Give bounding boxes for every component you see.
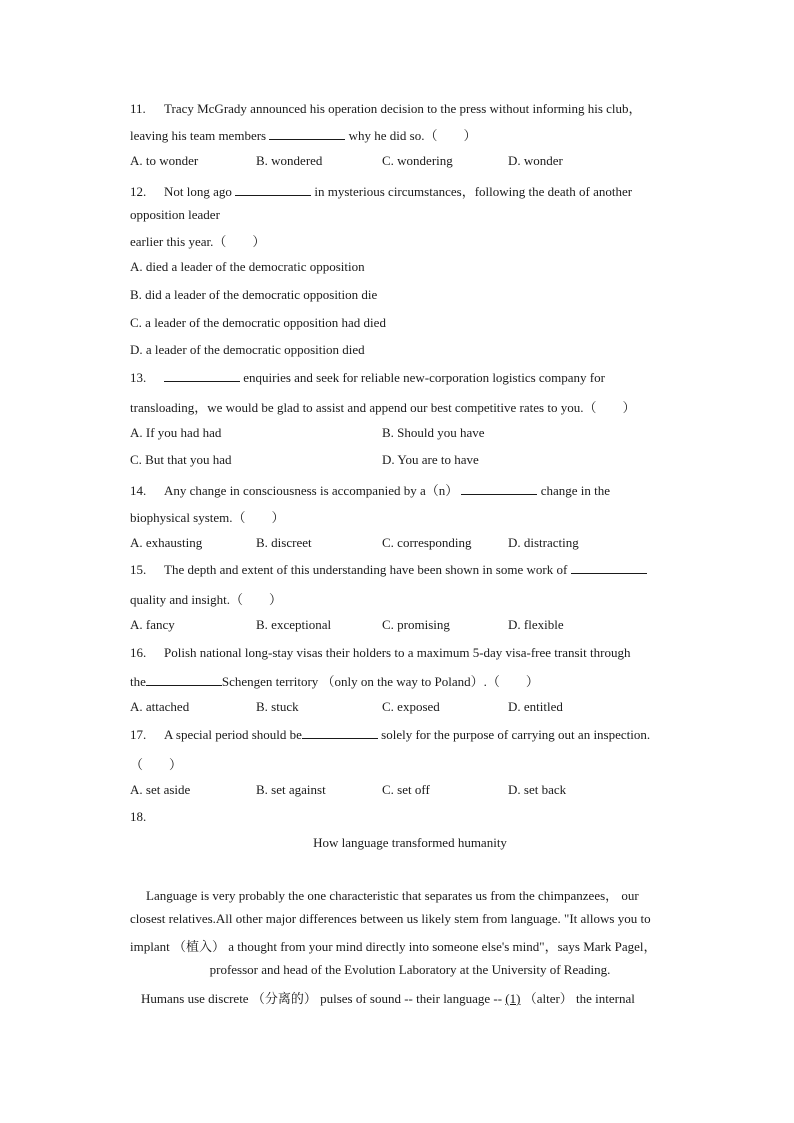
q15-stem-1a: The depth and extent of this understanding have been shown in some work of [164,562,568,577]
q18-number: 18. [130,809,147,824]
q18-passage-title: How language transformed humanity [313,835,507,850]
q15-stem-2: quality and insight.（ ） [130,592,283,607]
q12-option-c[interactable]: C. a leader of the democratic opposition had died [130,315,386,330]
q13-number: 13. [130,370,147,385]
q18-paragraph-line2: closest relatives.All other major differences between us likely stem from language. "It allows you to [130,911,651,926]
q14-option-c[interactable]: C. corresponding [382,535,472,550]
q12-stem-2: opposition leader [130,207,220,222]
q12-stem-3: earlier this year.（ ） [130,234,266,249]
q16-stem-2b: Schengen territory （only on the way to Poland）.（ ） [221,674,539,689]
q12-number: 12. [130,184,147,199]
q11-line1 [130,98,642,117]
q11-answer-blank[interactable] [269,128,345,140]
q12-option-b[interactable]: B. did a leader of the democratic opposition die [130,287,378,302]
q18-paragraph-line4: professor and head of the Evolution Laboratory at the University of Reading. [209,962,611,977]
q13-stem-2: transloading，we would be glad to assist and append our best competitive rates to you.（ ） [130,400,636,415]
q14-option-a[interactable]: A. exhausting [130,535,203,550]
q13-option-c[interactable]: C. But that you had [130,452,232,467]
q15-option-c[interactable]: C. promising [382,617,450,632]
q17-option-c[interactable]: C. set off [382,782,430,797]
q14-number: 14. [130,483,147,498]
q15-line1 [130,562,647,578]
q11-line2 [130,125,476,144]
q17-line1 [130,727,650,743]
q13-option-b[interactable]: B. Should you have [382,425,485,440]
q17-stem-2: （ ） [130,757,183,772]
q12-stem-1b: in mysterious circumstances，following the death of another [314,184,633,199]
q14-stem-1a: Any change in consciousness is accompanied by a（n） [164,483,459,498]
q16-option-c[interactable]: C. exposed [382,699,440,714]
q18-paragraph-line5 [141,988,635,1007]
q11-stem-1: Tracy McGrady announced his operation decision to the press without informing his club， [164,101,642,116]
q11-option-c[interactable]: C. wondering [382,153,453,168]
q13-answer-blank[interactable] [164,370,240,382]
q18-paragraph-line1: Language is very probably the one characteristic that separates us from the chimpanzees， our [146,888,639,903]
q11-stem-2b: why he did so.（ ） [348,128,477,143]
q11-option-d[interactable]: D. wonder [508,153,563,168]
q16-answer-blank[interactable] [146,674,222,686]
q15-option-d[interactable]: D. flexible [508,617,564,632]
q14-option-b[interactable]: B. discreet [256,535,312,550]
q16-line1 [130,645,630,661]
q15-option-a[interactable]: A. fancy [130,617,175,632]
q18-blank-1[interactable]: (1) [505,991,521,1006]
q17-number: 17. [130,727,147,742]
q16-option-d[interactable]: D. entitled [508,699,563,714]
q12-answer-blank[interactable] [235,184,311,196]
q13-stem-1b: enquiries and seek for reliable new-corporation logistics company for [243,370,605,385]
q15-option-b[interactable]: B. exceptional [256,617,332,632]
q14-answer-blank[interactable] [461,483,537,495]
q17-answer-blank[interactable] [302,727,378,739]
q12-stem-1a: Not long ago [164,184,232,199]
q18-stem-5a: Humans use discrete （分离的） pulses of sound -- their language -- [141,991,503,1006]
q12-option-a[interactable]: A. died a leader of the democratic opposition [130,259,365,274]
q18-stem-5b: （alter） the internal [523,991,635,1006]
q15-number: 15. [130,562,147,577]
q11-option-a[interactable]: A. to wonder [130,153,199,168]
q14-stem-2: biophysical system.（ ） [130,510,285,525]
q13-option-a[interactable]: A. If you had had [130,425,222,440]
q16-number: 16. [130,645,147,660]
q17-option-b[interactable]: B. set against [256,782,326,797]
q18-paragraph-line3: implant （植入） a thought from your mind directly into someone else's mind"，says Mark Pagel， [130,939,657,954]
q13-option-d[interactable]: D. You are to have [382,452,479,467]
q12-line1 [130,181,632,200]
q15-answer-blank[interactable] [571,562,647,574]
q16-stem-2a: the [130,674,146,689]
q16-stem-1: Polish national long-stay visas their holders to a maximum 5-day visa-free transit through [164,645,631,660]
q16-option-a[interactable]: A. attached [130,699,190,714]
q11-number: 11. [130,101,146,116]
q16-line2 [130,671,539,690]
q17-option-d[interactable]: D. set back [508,782,567,797]
q13-line1 [130,370,605,386]
q14-stem-1b: change in the [540,483,611,498]
q17-option-a[interactable]: A. set aside [130,782,191,797]
q14-option-d[interactable]: D. distracting [508,535,579,550]
q11-stem-2a: leaving his team members [130,128,267,143]
q14-line1 [130,480,610,499]
q16-option-b[interactable]: B. stuck [256,699,299,714]
q12-option-d[interactable]: D. a leader of the democratic opposition died [130,342,365,357]
q17-stem-1a: A special period should be [164,727,302,742]
q11-option-b[interactable]: B. wondered [256,153,323,168]
q17-stem-1b: solely for the purpose of carrying out an inspection. [381,727,651,742]
